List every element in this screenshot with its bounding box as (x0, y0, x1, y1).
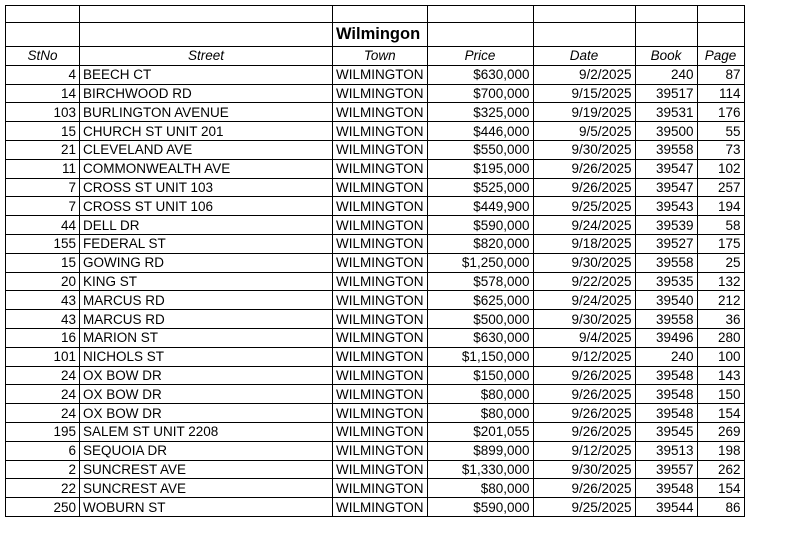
town-cell[interactable]: WILMINGTON (333, 460, 428, 479)
header-street[interactable]: Street (80, 47, 333, 66)
street-cell[interactable]: WOBURN ST (80, 498, 333, 517)
street-cell[interactable]: SALEM ST UNIT 2208 (80, 422, 333, 441)
stno-cell[interactable]: 155 (6, 234, 80, 253)
town-cell[interactable]: WILMINGTON (333, 272, 428, 291)
street-cell[interactable]: OX BOW DR (80, 404, 333, 423)
empty-cell[interactable] (6, 6, 80, 23)
table-row (6, 347, 745, 366)
page-cell[interactable]: 100 (697, 347, 744, 366)
stno-cell[interactable]: 15 (6, 253, 80, 272)
table-row (6, 310, 745, 329)
table-row (6, 291, 745, 310)
town-cell[interactable]: WILMINGTON (333, 216, 428, 235)
date-cell[interactable]: 9/18/2025 (533, 234, 635, 253)
book-cell[interactable]: 39544 (635, 498, 697, 517)
table-row (6, 140, 745, 159)
stno-cell[interactable]: 103 (6, 103, 80, 122)
price-cell[interactable]: $80,000 (427, 385, 533, 404)
date-cell[interactable]: 9/24/2025 (533, 216, 635, 235)
stno-cell[interactable]: 7 (6, 178, 80, 197)
table-row (6, 234, 745, 253)
empty-cell[interactable] (697, 23, 744, 47)
date-cell[interactable]: 9/26/2025 (533, 159, 635, 178)
town-cell[interactable]: WILMINGTON (333, 310, 428, 329)
book-cell[interactable]: 240 (635, 347, 697, 366)
page-cell[interactable]: 150 (697, 385, 744, 404)
date-cell[interactable]: 9/26/2025 (533, 404, 635, 423)
book-cell[interactable]: 39513 (635, 441, 697, 460)
price-cell[interactable]: $1,150,000 (427, 347, 533, 366)
town-cell[interactable]: WILMINGTON (333, 498, 428, 517)
book-cell[interactable]: 39539 (635, 216, 697, 235)
street-cell[interactable]: OX BOW DR (80, 385, 333, 404)
date-cell[interactable]: 9/24/2025 (533, 291, 635, 310)
page-cell[interactable]: 262 (697, 460, 744, 479)
date-cell[interactable]: 9/2/2025 (533, 65, 635, 84)
town-cell[interactable]: WILMINGTON (333, 159, 428, 178)
sales-table (5, 5, 745, 517)
date-cell[interactable]: 9/26/2025 (533, 385, 635, 404)
page-cell[interactable]: 36 (697, 310, 744, 329)
stno-cell[interactable]: 43 (6, 291, 80, 310)
stno-cell[interactable]: 22 (6, 479, 80, 498)
town-cell[interactable]: WILMINGTON (333, 103, 428, 122)
page-cell[interactable]: 102 (697, 159, 744, 178)
street-cell[interactable]: BIRCHWOOD RD (80, 84, 333, 103)
date-cell[interactable]: 9/30/2025 (533, 310, 635, 329)
page-cell[interactable]: 55 (697, 122, 744, 141)
date-cell[interactable]: 9/15/2025 (533, 84, 635, 103)
header-price[interactable]: Price (427, 47, 533, 66)
book-cell[interactable]: 39547 (635, 159, 697, 178)
price-cell[interactable]: $550,000 (427, 140, 533, 159)
header-page[interactable]: Page (697, 47, 744, 66)
stno-cell[interactable]: 2 (6, 460, 80, 479)
town-cell[interactable]: WILMINGTON (333, 328, 428, 347)
header-book[interactable]: Book (635, 47, 697, 66)
book-cell[interactable]: 39496 (635, 328, 697, 347)
price-cell[interactable]: $500,000 (427, 310, 533, 329)
town-cell[interactable]: WILMINGTON (333, 65, 428, 84)
price-cell[interactable]: $1,330,000 (427, 460, 533, 479)
date-cell[interactable]: 9/30/2025 (533, 140, 635, 159)
page-cell[interactable]: 280 (697, 328, 744, 347)
street-cell[interactable]: KING ST (80, 272, 333, 291)
price-cell[interactable]: $700,000 (427, 84, 533, 103)
stno-cell[interactable]: 16 (6, 328, 80, 347)
table-row (6, 178, 745, 197)
book-cell[interactable]: 39558 (635, 310, 697, 329)
table-row (6, 366, 745, 385)
date-cell[interactable]: 9/30/2025 (533, 460, 635, 479)
town-cell[interactable]: WILMINGTON (333, 479, 428, 498)
street-cell[interactable]: MARCUS RD (80, 310, 333, 329)
page-cell[interactable]: 114 (697, 84, 744, 103)
town-title[interactable]: Wilmingon (333, 23, 428, 47)
stno-cell[interactable]: 11 (6, 159, 80, 178)
header-town[interactable]: Town (333, 47, 428, 66)
date-cell[interactable]: 9/12/2025 (533, 347, 635, 366)
page-cell[interactable]: 257 (697, 178, 744, 197)
date-cell[interactable]: 9/26/2025 (533, 422, 635, 441)
price-cell[interactable]: $899,000 (427, 441, 533, 460)
town-cell[interactable]: WILMINGTON (333, 197, 428, 216)
table-row (6, 460, 745, 479)
stno-cell[interactable]: 14 (6, 84, 80, 103)
price-cell[interactable]: $325,000 (427, 103, 533, 122)
book-cell[interactable]: 240 (635, 65, 697, 84)
street-cell[interactable]: GOWING RD (80, 253, 333, 272)
street-cell[interactable]: BURLINGTON AVENUE (80, 103, 333, 122)
empty-cell[interactable] (80, 23, 333, 47)
book-cell[interactable]: 39535 (635, 272, 697, 291)
price-cell[interactable]: $590,000 (427, 216, 533, 235)
price-cell[interactable]: $525,000 (427, 178, 533, 197)
price-cell[interactable]: $449,900 (427, 197, 533, 216)
stno-cell[interactable]: 24 (6, 385, 80, 404)
town-cell[interactable]: WILMINGTON (333, 422, 428, 441)
empty-cell[interactable] (427, 23, 533, 47)
street-cell[interactable]: SUNCREST AVE (80, 460, 333, 479)
page-cell[interactable]: 176 (697, 103, 744, 122)
book-cell[interactable]: 39557 (635, 460, 697, 479)
town-cell[interactable]: WILMINGTON (333, 234, 428, 253)
table-row (6, 253, 745, 272)
table-row (6, 328, 745, 347)
town-cell[interactable]: WILMINGTON (333, 122, 428, 141)
town-cell[interactable]: WILMINGTON (333, 366, 428, 385)
table-row (6, 422, 745, 441)
book-cell[interactable]: 39527 (635, 234, 697, 253)
page-cell[interactable]: 87 (697, 65, 744, 84)
price-cell[interactable]: $150,000 (427, 366, 533, 385)
town-cell[interactable]: WILMINGTON (333, 385, 428, 404)
book-cell[interactable]: 39548 (635, 404, 697, 423)
page-cell[interactable]: 73 (697, 140, 744, 159)
stno-cell[interactable]: 101 (6, 347, 80, 366)
price-cell[interactable]: $820,000 (427, 234, 533, 253)
street-cell[interactable]: CLEVELAND AVE (80, 140, 333, 159)
stno-cell[interactable]: 24 (6, 404, 80, 423)
stno-cell[interactable]: 6 (6, 441, 80, 460)
table-row (6, 385, 745, 404)
page-cell[interactable]: 212 (697, 291, 744, 310)
book-cell[interactable]: 39543 (635, 197, 697, 216)
table-row (6, 197, 745, 216)
date-cell[interactable]: 9/25/2025 (533, 498, 635, 517)
price-cell[interactable]: $446,000 (427, 122, 533, 141)
table-row (6, 103, 745, 122)
empty-cell[interactable] (533, 6, 635, 23)
table-row (6, 479, 745, 498)
street-cell[interactable]: NICHOLS ST (80, 347, 333, 366)
date-cell[interactable]: 9/26/2025 (533, 479, 635, 498)
street-cell[interactable]: BEECH CT (80, 65, 333, 84)
town-cell[interactable]: WILMINGTON (333, 253, 428, 272)
empty-cell[interactable] (635, 23, 697, 47)
book-cell[interactable]: 39500 (635, 122, 697, 141)
town-cell[interactable]: WILMINGTON (333, 84, 428, 103)
street-cell[interactable]: CROSS ST UNIT 103 (80, 178, 333, 197)
stno-cell[interactable]: 44 (6, 216, 80, 235)
date-cell[interactable]: 9/19/2025 (533, 103, 635, 122)
town-cell[interactable]: WILMINGTON (333, 291, 428, 310)
date-cell[interactable]: 9/12/2025 (533, 441, 635, 460)
stno-cell[interactable]: 21 (6, 140, 80, 159)
street-cell[interactable]: MARION ST (80, 328, 333, 347)
page-cell[interactable]: 154 (697, 479, 744, 498)
book-cell[interactable]: 39548 (635, 366, 697, 385)
page-cell[interactable]: 175 (697, 234, 744, 253)
page-cell[interactable]: 86 (697, 498, 744, 517)
date-cell[interactable]: 9/22/2025 (533, 272, 635, 291)
price-cell[interactable]: $201,055 (427, 422, 533, 441)
header-row (6, 47, 745, 66)
street-cell[interactable]: SEQUOIA DR (80, 441, 333, 460)
table-row (6, 272, 745, 291)
stno-cell[interactable]: 20 (6, 272, 80, 291)
book-cell[interactable]: 39558 (635, 253, 697, 272)
price-cell[interactable]: $80,000 (427, 479, 533, 498)
book-cell[interactable]: 39531 (635, 103, 697, 122)
stno-cell[interactable]: 43 (6, 310, 80, 329)
page-cell[interactable]: 132 (697, 272, 744, 291)
blank-row (6, 6, 745, 23)
empty-cell[interactable] (635, 6, 697, 23)
street-cell[interactable]: MARCUS RD (80, 291, 333, 310)
book-cell[interactable]: 39548 (635, 385, 697, 404)
street-cell[interactable]: CHURCH ST UNIT 201 (80, 122, 333, 141)
empty-cell[interactable] (333, 6, 428, 23)
town-cell[interactable]: WILMINGTON (333, 441, 428, 460)
empty-cell[interactable] (427, 6, 533, 23)
price-cell[interactable]: $630,000 (427, 65, 533, 84)
stno-cell[interactable]: 15 (6, 122, 80, 141)
page-cell[interactable]: 143 (697, 366, 744, 385)
price-cell[interactable]: $578,000 (427, 272, 533, 291)
street-cell[interactable]: COMMONWEALTH AVE (80, 159, 333, 178)
page-cell[interactable]: 154 (697, 404, 744, 423)
empty-cell[interactable] (80, 6, 333, 23)
table-row (6, 498, 745, 517)
book-cell[interactable]: 39545 (635, 422, 697, 441)
price-cell[interactable]: $590,000 (427, 498, 533, 517)
date-cell[interactable]: 9/26/2025 (533, 366, 635, 385)
book-cell[interactable]: 39517 (635, 84, 697, 103)
table-row (6, 216, 745, 235)
page-cell[interactable]: 269 (697, 422, 744, 441)
town-cell[interactable]: WILMINGTON (333, 140, 428, 159)
date-cell[interactable]: 9/4/2025 (533, 328, 635, 347)
stno-cell[interactable]: 250 (6, 498, 80, 517)
table-row (6, 65, 745, 84)
town-cell[interactable]: WILMINGTON (333, 404, 428, 423)
stno-cell[interactable]: 4 (6, 65, 80, 84)
price-cell[interactable]: $1,250,000 (427, 253, 533, 272)
table-row (6, 404, 745, 423)
stno-cell[interactable]: 24 (6, 366, 80, 385)
street-cell[interactable]: OX BOW DR (80, 366, 333, 385)
empty-cell[interactable] (533, 23, 635, 47)
header-date[interactable]: Date (533, 47, 635, 66)
page-cell[interactable]: 198 (697, 441, 744, 460)
street-cell[interactable]: DELL DR (80, 216, 333, 235)
header-stno[interactable]: StNo (6, 47, 80, 66)
stno-cell[interactable]: 195 (6, 422, 80, 441)
book-cell[interactable]: 39540 (635, 291, 697, 310)
table-row (6, 122, 745, 141)
price-cell[interactable]: $630,000 (427, 328, 533, 347)
book-cell[interactable]: 39548 (635, 479, 697, 498)
price-cell[interactable]: $195,000 (427, 159, 533, 178)
town-cell[interactable]: WILMINGTON (333, 347, 428, 366)
book-cell[interactable]: 39558 (635, 140, 697, 159)
table-row (6, 84, 745, 103)
street-cell[interactable]: SUNCREST AVE (80, 479, 333, 498)
table-row (6, 441, 745, 460)
street-cell[interactable]: FEDERAL ST (80, 234, 333, 253)
book-cell[interactable]: 39547 (635, 178, 697, 197)
town-cell[interactable]: WILMINGTON (333, 178, 428, 197)
price-cell[interactable]: $625,000 (427, 291, 533, 310)
street-cell[interactable]: CROSS ST UNIT 106 (80, 197, 333, 216)
stno-cell[interactable]: 7 (6, 197, 80, 216)
date-cell[interactable]: 9/25/2025 (533, 197, 635, 216)
table-row (6, 159, 745, 178)
title-row (6, 23, 745, 47)
date-cell[interactable]: 9/26/2025 (533, 178, 635, 197)
page-cell[interactable]: 194 (697, 197, 744, 216)
price-cell[interactable]: $80,000 (427, 404, 533, 423)
date-cell[interactable]: 9/5/2025 (533, 122, 635, 141)
empty-cell[interactable] (6, 23, 80, 47)
page-cell[interactable]: 58 (697, 216, 744, 235)
empty-cell[interactable] (697, 6, 744, 23)
page-cell[interactable]: 25 (697, 253, 744, 272)
date-cell[interactable]: 9/30/2025 (533, 253, 635, 272)
